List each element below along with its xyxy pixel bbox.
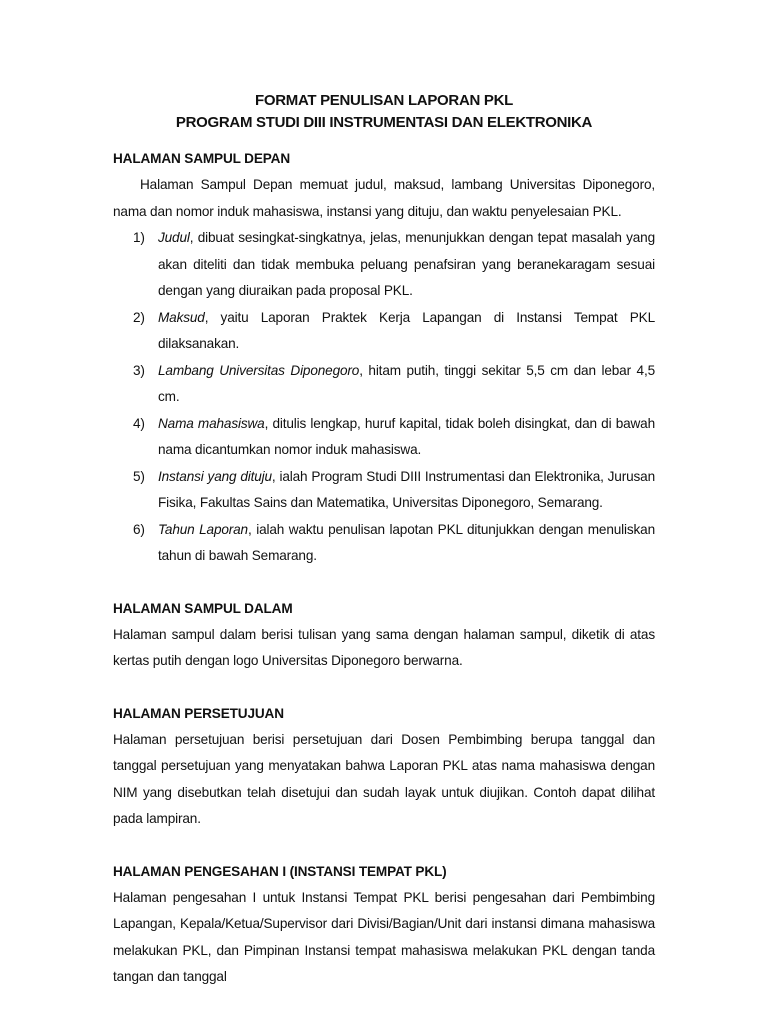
item-number: 3) <box>133 362 145 378</box>
item-number: 5) <box>133 468 145 484</box>
section-heading: HALAMAN PERSETUJUAN <box>113 705 284 721</box>
item-term: Maksud <box>158 309 205 325</box>
list-item <box>113 305 655 358</box>
section-sampul-dalam <box>113 596 655 675</box>
section-pengesahan <box>113 859 655 991</box>
item-term: Judul <box>158 230 190 245</box>
section-heading: HALAMAN SAMPUL DALAM <box>113 600 293 616</box>
list-item <box>113 225 655 305</box>
item-text: , yaitu Laporan Praktek Kerja Lapangan di Instansi Tempat PKL dilaksanakan. <box>158 309 655 351</box>
item-term: Nama mahasiswa <box>158 415 265 431</box>
section-body: Halaman persetujuan berisi persetujuan dari Dosen Pembimbing berupa tanggal dan tanggal persetujuan yang menyatakan bahwa Laporan PKL atas nama mahasiswa dengan NIM yang disebutkan telah disetujui dan sudah layak untuk diujikan. Contoh dapat dilihat pada lampiran. <box>113 731 655 826</box>
item-text: , ditulis lengkap, huruf kapital, tidak boleh disingkat, dan di bawah nama dicantumkan nomor induk mahasiswa. <box>158 415 656 457</box>
section-body: Halaman sampul dalam berisi tulisan yang sama dengan halaman sampul, diketik di atas kertas putih dengan logo Universitas Diponegoro berwarna. <box>113 626 655 668</box>
list-item <box>113 464 655 517</box>
document-title-line1: FORMAT PENULISAN LAPORAN PKL <box>255 92 513 109</box>
section-heading: HALAMAN PENGESAHAN I (INSTANSI TEMPAT PKL) <box>113 863 447 879</box>
item-term: Instansi yang dituju <box>158 468 272 484</box>
section-heading: HALAMAN SAMPUL DEPAN <box>113 151 290 166</box>
section-persetujuan <box>113 701 655 833</box>
item-text: , ialah Program Studi DIII Instrumentasi dan Elektronika, Jurusan Fisika, Fakultas Sains dan Matematika, Universitas Diponegoro, Semarang. <box>158 468 655 510</box>
list-item <box>113 411 655 464</box>
section-sampul-depan <box>113 146 655 570</box>
item-term: Tahun Laporan <box>158 521 248 537</box>
document-content <box>113 90 655 991</box>
item-text: , dibuat sesingkat-singkatnya, jelas, menunjukkan dengan tepat masalah yang akan diteliti dan tidak membuka peluang penafsiran yang beranekaragam sesuai dengan yang diuraikan pada proposal PKL. <box>158 230 655 298</box>
section-intro: Halaman Sampul Depan memuat judul, maksud, lambang Universitas Diponegoro, nama dan nomor induk mahasiswa, instansi yang dituju, dan waktu penyelesaian PKL. <box>113 177 655 219</box>
section-body: Halaman pengesahan I untuk Instansi Tempat PKL berisi pengesahan dari Pembimbing Lapangan, Kepala/Ketua/Supervisor dari Divisi/Bagian/Unit dari instansi dimana mahasiswa melakukan PKL, dan Pimpinan Instansi tempat mahasiswa melakukan PKL dengan tanda tangan dan tanggal <box>113 889 655 984</box>
item-number: 4) <box>133 415 145 431</box>
item-text: , hitam putih, tinggi sekitar 5,5 cm dan lebar 4,5 cm. <box>158 362 655 404</box>
document-title-line2: PROGRAM STUDI DIII INSTRUMENTASI DAN ELEKTRONIKA <box>175 114 593 131</box>
item-number: 1) <box>133 230 145 245</box>
list-item <box>113 358 655 411</box>
item-list <box>113 225 655 570</box>
item-term: Lambang Universitas Diponegoro <box>158 362 360 378</box>
list-item <box>113 517 655 570</box>
item-number: 2) <box>133 309 145 325</box>
item-number: 6) <box>133 521 145 537</box>
item-text: , ialah waktu penulisan lapotan PKL ditunjukkan dengan menuliskan tahun di bawah Semarang. <box>158 521 656 563</box>
